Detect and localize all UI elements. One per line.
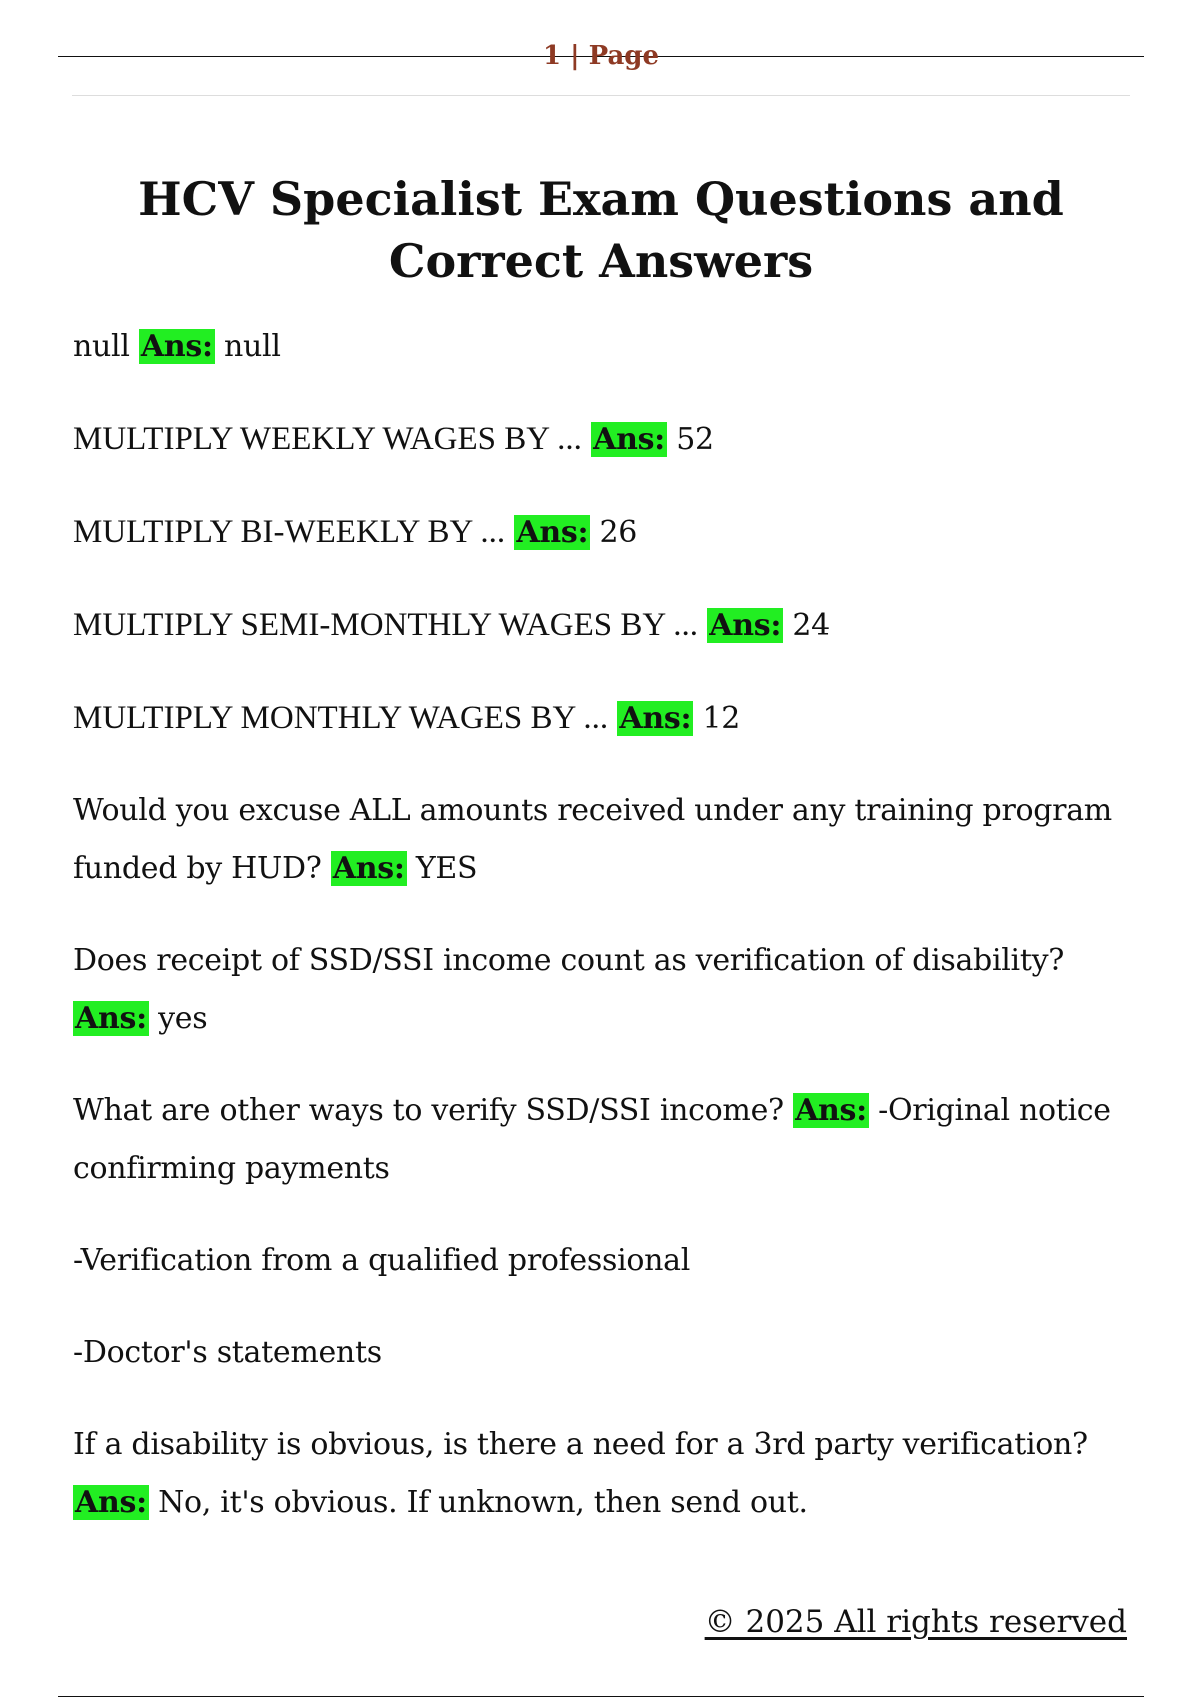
answer-text: 12 [702, 701, 741, 736]
question-text: If a disability is obvious, is there a need for a 3rd party verification? [73, 1427, 1088, 1462]
answer-continuation: -Verification from a qualified professional [73, 1243, 691, 1278]
answer-label: Ans: [140, 329, 213, 364]
qa-item [73, 782, 1123, 898]
page-header [58, 38, 1144, 74]
qa-item [73, 932, 1123, 1048]
answer-label: Ans: [619, 701, 692, 736]
answer-text: null [224, 329, 281, 364]
question-text: MULTIPLY SEMI-MONTHLY WAGES BY ... [73, 607, 698, 643]
answer-label: Ans: [795, 1093, 867, 1128]
qa-item [73, 503, 1123, 562]
answer-text: 26 [599, 515, 638, 550]
answer-label: Ans: [75, 1001, 147, 1036]
answer-label: Ans: [75, 1485, 147, 1520]
answer-text: yes [158, 1001, 208, 1036]
qa-item [73, 318, 1123, 376]
question-text: Does receipt of SSD/SSI income count as verification of disability? [73, 943, 1065, 978]
document-title: HCV Specialist Exam Questions and Correct Answers [138, 172, 1064, 288]
footer-rule [58, 1696, 1144, 1697]
page-number: 1 | Page [542, 41, 660, 71]
header-divider [72, 95, 1130, 96]
question-text: Would you excuse ALL amounts received under any training program funded by HUD? [73, 793, 1112, 886]
qa-item [73, 410, 1123, 469]
qa-list [73, 318, 1123, 1566]
qa-item [73, 1416, 1123, 1532]
question-text: null [73, 329, 130, 364]
question-text: MULTIPLY BI-WEEKLY BY ... [73, 514, 506, 550]
answer-continuation: -Doctor's statements [73, 1335, 382, 1370]
answer-text: 52 [676, 422, 714, 457]
answer-label: Ans: [593, 422, 665, 457]
answer-label: Ans: [332, 851, 405, 886]
qa-item [73, 689, 1123, 748]
answer-text: -Original notice confirming payments [73, 1093, 1111, 1186]
answer-text: 24 [792, 608, 830, 643]
qa-item [73, 596, 1123, 655]
answer-text: No, it's obvious. If unknown, then send out. [158, 1485, 808, 1520]
question-text: MULTIPLY WEEKLY WAGES BY ... [73, 421, 582, 457]
question-text: MULTIPLY MONTHLY WAGES BY ... [73, 700, 609, 736]
answer-label: Ans: [516, 515, 589, 550]
copyright-notice: © 2025 All rights reserved [704, 1604, 1127, 1640]
answer-label: Ans: [709, 608, 782, 643]
answer-text: YES [415, 851, 478, 886]
question-text: What are other ways to verify SSD/SSI income? [73, 1093, 784, 1128]
qa-item [73, 1082, 1123, 1198]
